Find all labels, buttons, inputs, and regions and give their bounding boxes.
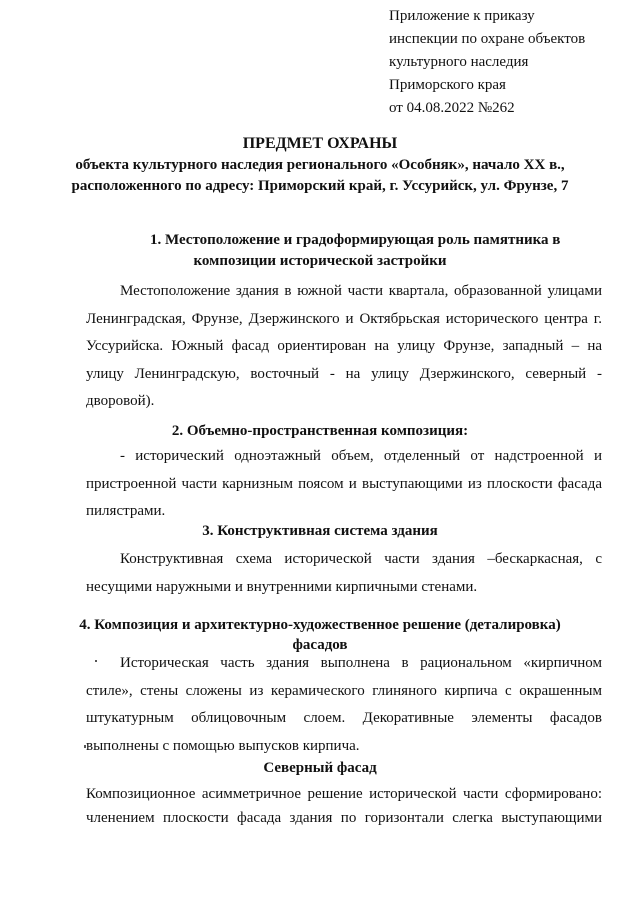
- header-line-1: Приложение к приказу: [389, 8, 535, 24]
- scan-dot: [84, 745, 86, 748]
- document-subtitle-2: расположенного по адресу: Приморский край, г. Уссурийск, ул. Фрунзе, 7: [71, 178, 569, 194]
- document-subtitle-1: объекта культурного наследия регионального «Особняк», начало XX в.,: [75, 157, 565, 173]
- header-line-2: инспекции по охране объектов: [389, 31, 586, 47]
- section-3-heading: 3. Конструктивная система здания: [202, 523, 438, 539]
- section-4-text: Историческая часть здания выполнена в рациональном «кирпичном стиле», стены сложены из керамического глиняного кирпича с окрашенным штукатурным облицовочным слоем. Декоративные элементы фасадов выполнены с помощью выпусков кирпича.: [86, 655, 602, 754]
- scan-dot: [95, 660, 97, 662]
- header-line-3: культурного наследия: [389, 54, 529, 70]
- section-3-text: Конструктивная схема исторической части здания –бескаркасная, с несущими наружными и внутренними кирпичными стенами.: [86, 551, 602, 595]
- north-facade-line-2: членением плоскости фасада здания по горизонтали слегка выступающими: [86, 810, 602, 826]
- header-line-5: от 04.08.2022 №262: [389, 100, 515, 116]
- section-1-heading-2: композиции исторической застройки: [193, 253, 447, 269]
- north-facade-heading: Северный фасад: [263, 760, 377, 776]
- section-1-heading-1: 1. Местоположение и градоформирующая роль памятника в: [150, 232, 561, 248]
- document-title: ПРЕДМЕТ ОХРАНЫ: [242, 135, 398, 152]
- section-1-text: Местоположение здания в южной части квартала, образованной улицами Ленинградская, Фрунзе, Дзержинского и Октябрьская исторического центра г. Уссурийска. Южный фасад ориентирован на улицу Фрунзе, западный – на улицу Ленинградскую, восточный - на улицу Дзержинского, северный - дворовой).: [86, 283, 602, 409]
- section-4-heading-1: 4. Композиция и архитектурно-художественное решение (деталировка): [79, 617, 561, 633]
- header-line-4: Приморского края: [389, 77, 506, 93]
- section-2-heading: 2. Объемно-пространственная композиция:: [171, 423, 469, 439]
- section-2-text: - исторический одноэтажный объем, отделенный от надстроенной и пристроенной части карнизным поясом и выступающими из плоскости фасада пилястрами.: [86, 448, 602, 519]
- section-4-heading-2: фасадов: [292, 637, 348, 653]
- north-facade-line-1: Композиционное асимметричное решение исторической части сформировано:: [86, 786, 602, 802]
